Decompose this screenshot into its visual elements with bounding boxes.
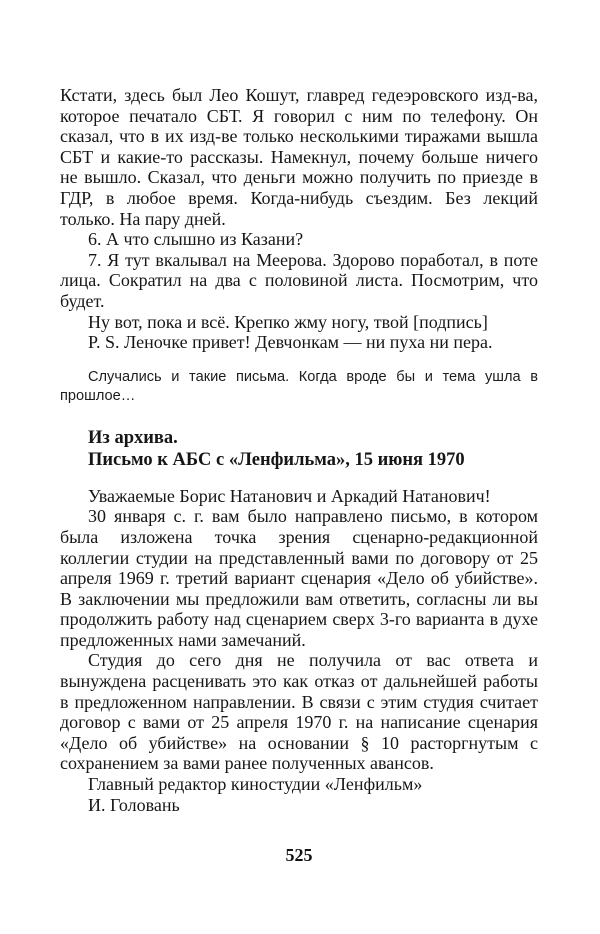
letter-postscript-line: P. S. Леночке привет! Девчонкам — ни пуха ни пера.	[88, 332, 493, 353]
archive-letter-signature-name: И. Головань	[88, 794, 180, 815]
letter-closing-line: Ну вот, пока и всё. Крепко жму ногу, твой [подпись]	[88, 311, 488, 332]
archive-heading-line2: Письмо к АБС с «Ленфильма», 15 июня 1970	[88, 449, 465, 470]
archive-heading-line1: Из архива.	[88, 427, 178, 448]
text-column	[60, 85, 538, 815]
compiler-commentary-note: Случались и такие письма. Когда вроде бы и тема ушла в прошлое…	[60, 368, 538, 405]
archive-letter-paragraph: Студия до сего дня не получила от вас ответа и вынуждена расценивать это как отказ от дальнейшей работы в предложенном направлении. В связи с этим студия считает договор с вами от 25 апреля 1970 г. на написание сценария «Дело об убийстве» на основании § 10 расторгнутым с сохранением за вами ранее полученных авансов.	[60, 650, 538, 774]
letter-paragraph-continuation: Кстати, здесь был Лео Кошут, главред гедеэровского изд-ва, которое печатало СБТ. Я говорил с ним по телефону. Он сказал, что в их изд-ве только несколькими тиражами вышла СБТ и какие-то рассказы. Намекнул, почему больше ничего не вышло. Сказал, что деньги можно получить по приезде в ГДР, в любое время. Когда-нибудь съездим. Без лекций только. На пару дней.	[60, 85, 538, 229]
archive-letter-salutation: Уважаемые Борис Натанович и Аркадий Натанович!	[88, 485, 491, 506]
archive-heading	[60, 427, 538, 471]
archive-letter-paragraph: 30 января с. г. вам было направлено письмо, в котором была изложена точка зрения сценарно-редакционной коллегии студии на представленный вами по договору от 25 апреля 1969 г. третий вариант сценария «Дело об убийстве». В заключении мы предложили вам ответить, согласны ли вы продолжить работу над сценарием сверх 3-го варианта в духе предложенных нами замечаний.	[60, 506, 538, 650]
page-number: 525	[285, 845, 313, 865]
archive-letter-signature-title: Главный редактор киностудии «Ленфильм»	[88, 774, 423, 795]
letter-paragraph-item-6: 6. А что слышно из Казани?	[88, 229, 304, 250]
letter-paragraph-item-7: 7. Я тут вкалывал на Меерова. Здорово поработал, в поте лица. Сократил на два с половиной листа. Посмотрим, что будет.	[60, 249, 538, 311]
